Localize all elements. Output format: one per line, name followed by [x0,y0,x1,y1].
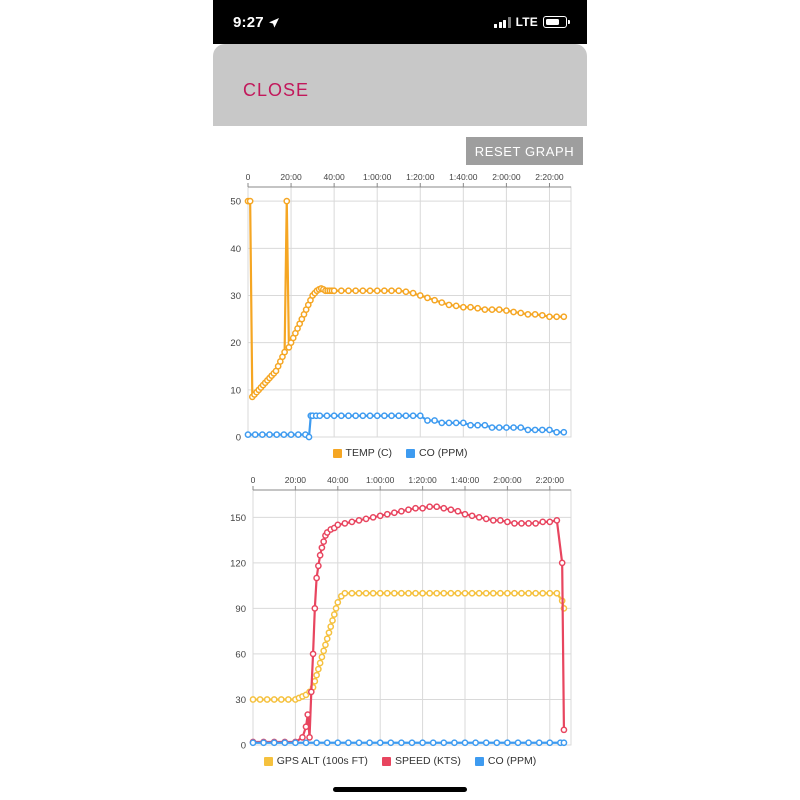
svg-text:60: 60 [235,649,246,661]
status-bar-left [233,14,280,31]
legend-label: SPEED (KTS) [394,755,461,767]
svg-text:120: 120 [230,558,246,570]
chart-gps-speed-co-canvas [213,468,587,753]
svg-text:40: 40 [230,243,241,255]
svg-text:2:20:00: 2:20:00 [535,172,564,182]
phone-screen [213,0,587,800]
svg-text:1:40:00: 1:40:00 [450,475,480,485]
chart-temp-co-canvas [213,165,587,445]
svg-text:30: 30 [235,694,246,706]
svg-text:1:20:00: 1:20:00 [406,172,435,182]
svg-text:0: 0 [235,432,241,444]
svg-text:2:20:00: 2:20:00 [535,475,564,485]
svg-text:1:20:00: 1:20:00 [408,475,437,485]
svg-text:1:00:00: 1:00:00 [366,475,395,485]
legend-swatch-icon [264,757,273,766]
chart-gps-speed-co [213,468,587,773]
status-bar [213,0,587,44]
legend-item [333,447,392,459]
svg-text:40:00: 40:00 [327,475,349,485]
svg-text:10: 10 [230,385,241,397]
battery-icon [543,16,567,28]
legend-label: CO (PPM) [419,447,468,459]
legend-swatch-icon [333,449,342,458]
legend-swatch-icon [382,757,391,766]
svg-text:90: 90 [235,603,246,615]
svg-text:2:00:00: 2:00:00 [492,172,521,182]
home-indicator [333,787,467,792]
legend-item [406,447,467,459]
svg-text:0: 0 [245,172,251,182]
legend-label: CO (PPM) [487,755,537,767]
legend-item [382,755,461,767]
legend-item [264,755,368,767]
svg-text:1:00:00: 1:00:00 [363,172,392,182]
svg-text:50: 50 [230,196,241,208]
svg-text:20:00: 20:00 [280,172,302,182]
svg-text:150: 150 [230,512,246,524]
legend-swatch-icon [475,757,484,766]
svg-text:20: 20 [230,338,241,350]
status-bar-time: 9:27 [233,13,264,31]
svg-text:0: 0 [240,740,246,752]
reset-graph-button[interactable]: RESET GRAPH [466,137,583,165]
svg-text:30: 30 [230,290,241,302]
svg-text:20:00: 20:00 [284,475,307,485]
svg-text:1:40:00: 1:40:00 [449,172,478,182]
close-button[interactable]: CLOSE [243,80,310,100]
signal-bars-icon [494,17,511,28]
legend-swatch-icon [406,449,415,458]
svg-text:2:00:00: 2:00:00 [493,475,522,485]
legend-item [475,755,536,767]
legend-label: TEMP (C) [345,447,393,459]
svg-text:0: 0 [250,475,256,485]
chart-temp-co [213,165,587,465]
svg-text:40:00: 40:00 [323,172,345,182]
legend-label: GPS ALT (100s FT) [276,755,368,767]
chart-gps-speed-co-legend [213,755,587,767]
location-arrow-icon [268,16,280,28]
status-bar-right [494,15,567,29]
carrier-label: LTE [515,15,538,29]
chart-temp-co-legend [213,447,587,459]
modal-header [213,44,587,126]
